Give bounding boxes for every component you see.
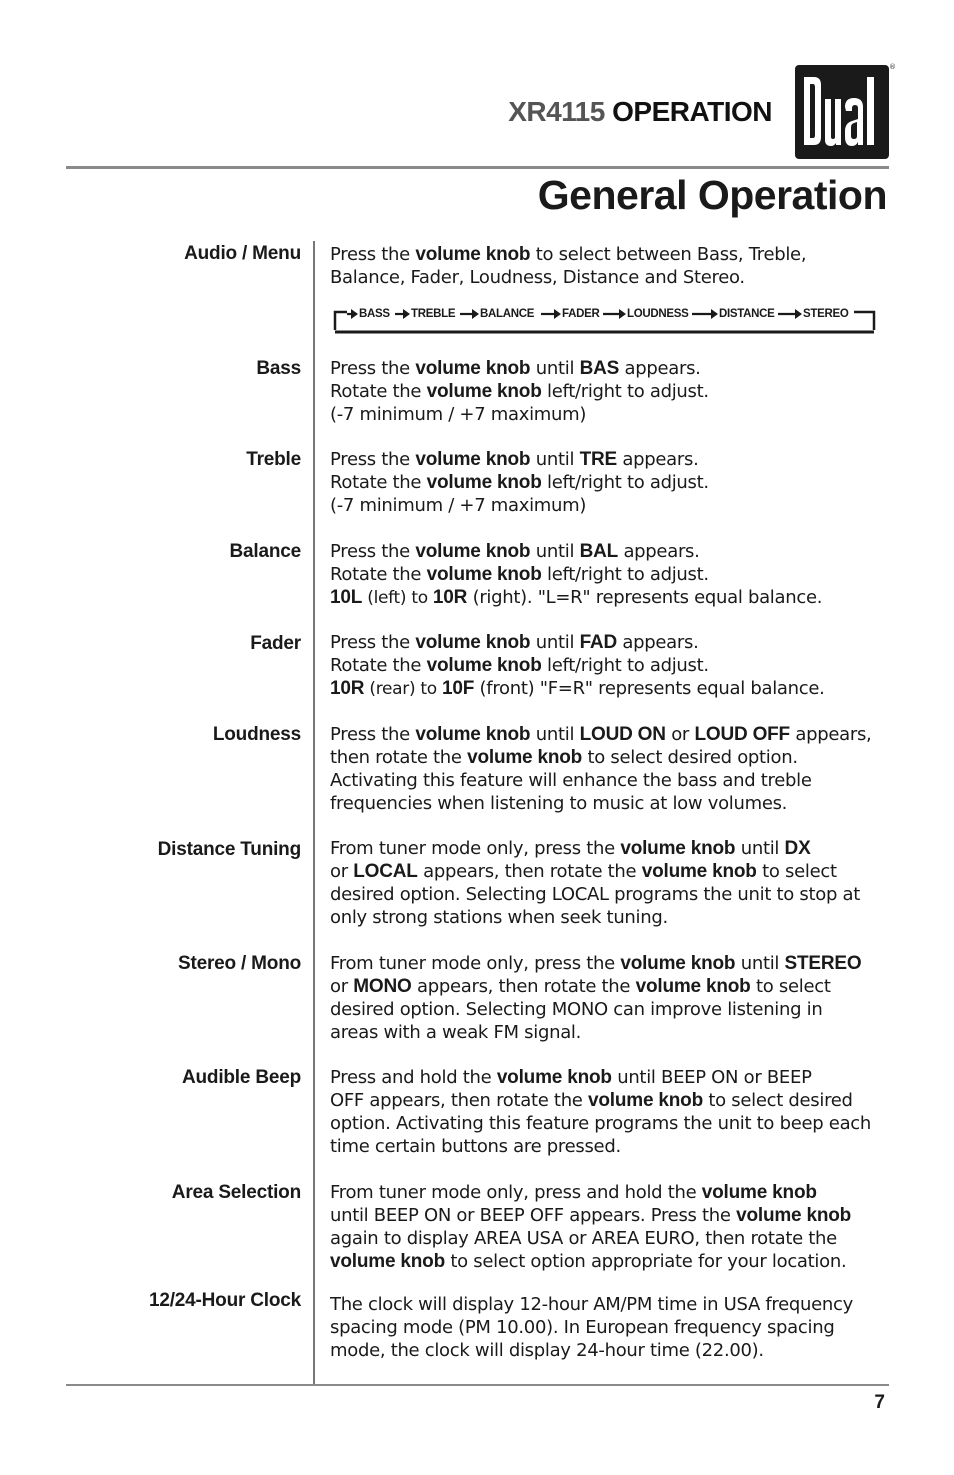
bold-term: LOUD OFF [694, 724, 790, 745]
text-run: Press the [330, 724, 416, 745]
text-run: Press the [330, 449, 416, 470]
flow-step-balance: BALANCE [480, 308, 535, 320]
bold-term: LOUD ON [579, 724, 666, 745]
description-line [330, 769, 895, 792]
description-line [330, 654, 895, 677]
text-run: until BEEP ON or BEEP [611, 1067, 812, 1088]
section-description-treble [330, 448, 895, 517]
flow-step-loudness: LOUDNESS [627, 308, 689, 320]
text-run: appears. [616, 632, 699, 653]
bold-term: 10F [442, 678, 475, 699]
text-run: Rotate the [330, 381, 427, 402]
bold-term: MONO [353, 976, 412, 997]
text-run: until [530, 724, 580, 745]
flow-arrow-icon [778, 309, 802, 319]
bold-term: volume knob [415, 632, 531, 653]
bold-term: 10R [330, 678, 365, 699]
text-run: option. Activating this feature programs the unit to beep each [330, 1113, 872, 1134]
description-line [330, 837, 895, 860]
bold-term: volume knob [620, 953, 736, 974]
section-description-balance [330, 540, 895, 610]
flow-arrow-icon [460, 309, 479, 319]
bold-term: volume knob [330, 1251, 445, 1272]
text-run: Press the [330, 541, 416, 562]
description-line [330, 792, 895, 815]
description-line [330, 1135, 895, 1158]
text-run: appears. [616, 449, 699, 470]
section-description-12-24-hour-clock [330, 1293, 895, 1362]
page-title: General Operation [537, 172, 887, 218]
text-run: until [735, 953, 785, 974]
bold-term: volume knob [415, 724, 531, 745]
page-number: 7 [874, 1392, 885, 1413]
flow-arrow-icon [541, 309, 561, 319]
section-label-treble: Treble [246, 449, 301, 470]
text-run: OFF appears, then rotate the [330, 1090, 588, 1111]
text-run: time certain buttons are pressed. [330, 1136, 621, 1157]
description-line [330, 563, 895, 586]
text-run: appears. [619, 358, 701, 379]
text-run: until [735, 838, 785, 859]
footer-divider [66, 1384, 889, 1386]
section-description-area-selection [330, 1181, 895, 1273]
section-description-stereo-mono [330, 952, 895, 1044]
text-run: Rotate the [330, 564, 427, 585]
bold-term: volume knob [635, 976, 751, 997]
text-run: Press the [330, 244, 416, 265]
text-run: Activating this feature will enhance the bass and treble [330, 770, 812, 791]
section-label-area-selection: Area Selection [171, 1182, 301, 1203]
bold-term: volume knob [426, 655, 542, 676]
description-line [330, 631, 895, 654]
text-run: spacing mode (PM 10.00). In European frequency spacing [330, 1317, 835, 1338]
section-description-bass [330, 357, 895, 426]
dual-logo [795, 65, 889, 159]
text-run: (left) to [362, 588, 433, 608]
description-line [330, 1021, 895, 1044]
flow-arrow-icon [347, 309, 358, 319]
model-name: XR4115 [508, 96, 605, 127]
bold-term: volume knob [467, 747, 583, 768]
description-line [330, 1112, 895, 1135]
text-run: or [665, 724, 695, 745]
description-line [330, 243, 895, 266]
description-line [330, 975, 895, 998]
flow-step-treble: TREBLE [411, 308, 456, 320]
description-line [330, 677, 895, 701]
section-label-audio-menu: Audio / Menu [184, 243, 301, 264]
text-run: to select between Bass, Treble, [530, 244, 807, 265]
text-run: left/right to adjust. [541, 655, 709, 676]
text-run: appears, then rotate the [411, 976, 636, 997]
text-run: appears. [618, 541, 700, 562]
text-run: From tuner mode only, press and hold the [330, 1182, 702, 1203]
text-run: to select [750, 976, 831, 997]
bold-term: 10R [432, 587, 468, 608]
text-run: then rotate the [330, 747, 468, 768]
text-run: or [330, 976, 354, 997]
section-description-fader [330, 631, 895, 701]
description-line [330, 380, 895, 403]
description-line [330, 998, 895, 1021]
section-description-audio-menu [330, 243, 895, 289]
section-label-loudness: Loudness [212, 724, 301, 745]
text-run: or [330, 861, 354, 882]
text-run: appears, then rotate the [417, 861, 642, 882]
flow-step-fader: FADER [562, 308, 600, 320]
description-line [330, 471, 895, 494]
text-run: Press the [330, 358, 416, 379]
description-line [330, 860, 895, 883]
bold-term: volume knob [415, 358, 531, 379]
description-line [330, 746, 895, 769]
bold-term: volume knob [641, 861, 757, 882]
description-line [330, 540, 895, 563]
text-run: (right). "L=R" represents equal balance. [467, 587, 823, 608]
section-label-stereo-mono: Stereo / Mono [177, 953, 301, 974]
description-line [330, 1339, 895, 1362]
bold-term: STEREO [784, 953, 862, 974]
description-line [330, 723, 895, 746]
bold-term: BAL [579, 541, 619, 562]
bold-term: volume knob [620, 838, 736, 859]
bold-term: volume knob [415, 449, 531, 470]
text-run: until [530, 358, 580, 379]
bold-term: LOCAL [353, 861, 418, 882]
text-run: until [530, 632, 580, 653]
text-run: to select [756, 861, 837, 882]
text-run: to select desired [702, 1090, 853, 1111]
description-line [330, 1181, 895, 1204]
text-run: until [530, 449, 580, 470]
bold-term: volume knob [426, 381, 542, 402]
section-label-12-24-hour-clock: 12/24-Hour Clock [148, 1290, 301, 1311]
description-line [330, 952, 895, 975]
text-run: desired option. Selecting LOCAL programs the unit to stop at [330, 884, 861, 905]
bold-term: volume knob [588, 1090, 703, 1111]
text-run: Press and hold the [330, 1067, 497, 1088]
description-line [330, 1089, 895, 1112]
section-label-audible-beep: Audible Beep [181, 1067, 301, 1088]
operation-label: OPERATION [612, 96, 772, 127]
bold-term: volume knob [426, 564, 542, 585]
section-label-distance-tuning: Distance Tuning [157, 839, 301, 860]
text-run: (rear) to [364, 679, 442, 699]
description-line [330, 448, 895, 471]
text-run: Balance, Fader, Loudness, Distance and Stereo. [330, 267, 745, 288]
text-run: left/right to adjust. [541, 564, 709, 585]
column-divider [313, 241, 315, 1385]
section-description-distance-tuning [330, 837, 895, 929]
text-run: to select desired option. [582, 747, 798, 768]
text-run: appears, [789, 724, 872, 745]
flow-step-stereo: STEREO [803, 308, 849, 320]
section-label-balance: Balance [229, 541, 301, 562]
description-line [330, 586, 895, 610]
section-description-audible-beep [330, 1066, 895, 1158]
text-run: only strong stations when seek tuning. [330, 907, 668, 928]
description-line [330, 1066, 895, 1089]
text-run: Rotate the [330, 655, 427, 676]
description-line [330, 1227, 895, 1250]
bold-term: TRE [579, 449, 617, 470]
text-run: Rotate the [330, 472, 427, 493]
text-run: areas with a weak FM signal. [330, 1022, 582, 1043]
bold-term: volume knob [701, 1182, 817, 1203]
text-run: (front) "F=R" represents equal balance. [474, 678, 825, 699]
bold-term: DX [784, 838, 811, 859]
text-run: From tuner mode only, press the [330, 838, 621, 859]
text-run: (-7 minimum / +7 maximum) [330, 495, 587, 516]
text-run: again to display AREA USA or AREA EURO, then rotate the [330, 1228, 837, 1249]
description-line [330, 1204, 895, 1227]
bold-term: BAS [579, 358, 620, 379]
description-line [330, 1316, 895, 1339]
description-line [330, 357, 895, 380]
description-line [330, 1293, 895, 1316]
flow-step-bass: BASS [359, 308, 390, 320]
description-line [330, 1250, 895, 1273]
section-description-loudness [330, 723, 895, 815]
section-label-bass: Bass [256, 358, 301, 379]
text-run: until BEEP ON or BEEP OFF appears. Press the [330, 1205, 737, 1226]
bold-term: volume knob [415, 244, 531, 265]
flow-arrow-icon [692, 309, 718, 319]
audio-menu-flow-diagram [333, 304, 876, 334]
text-run: left/right to adjust. [541, 472, 709, 493]
bold-term: volume knob [415, 541, 531, 562]
flow-arrow-icon [395, 309, 410, 319]
description-line [330, 403, 895, 426]
text-run: From tuner mode only, press the [330, 953, 621, 974]
description-line [330, 494, 895, 517]
text-run: Press the [330, 632, 416, 653]
text-run: (-7 minimum / +7 maximum) [330, 404, 587, 425]
bold-term: volume knob [426, 472, 542, 493]
description-line [330, 266, 895, 289]
description-line [330, 906, 895, 929]
text-run: until [530, 541, 580, 562]
text-run: frequencies when listening to music at low volumes. [330, 793, 788, 814]
text-run: left/right to adjust. [541, 381, 709, 402]
text-run: to select option appropriate for your location. [444, 1251, 847, 1272]
description-line [330, 883, 895, 906]
bold-term: FAD [579, 632, 617, 653]
bold-term: volume knob [496, 1067, 612, 1088]
flow-arrow-icon [603, 309, 626, 319]
bold-term: volume knob [736, 1205, 852, 1226]
flow-step-distance: DISTANCE [719, 308, 775, 320]
header-title [508, 96, 772, 128]
text-run: mode, the clock will display 24-hour time (22.00). [330, 1340, 764, 1361]
text-run: desired option. Selecting MONO can improve listening in [330, 999, 823, 1020]
header-divider [66, 166, 889, 169]
bold-term: 10L [330, 587, 363, 608]
text-run: The clock will display 12-hour AM/PM time in USA frequency [330, 1294, 853, 1315]
section-label-fader: Fader [250, 633, 301, 654]
registered-mark: ® [889, 63, 896, 71]
